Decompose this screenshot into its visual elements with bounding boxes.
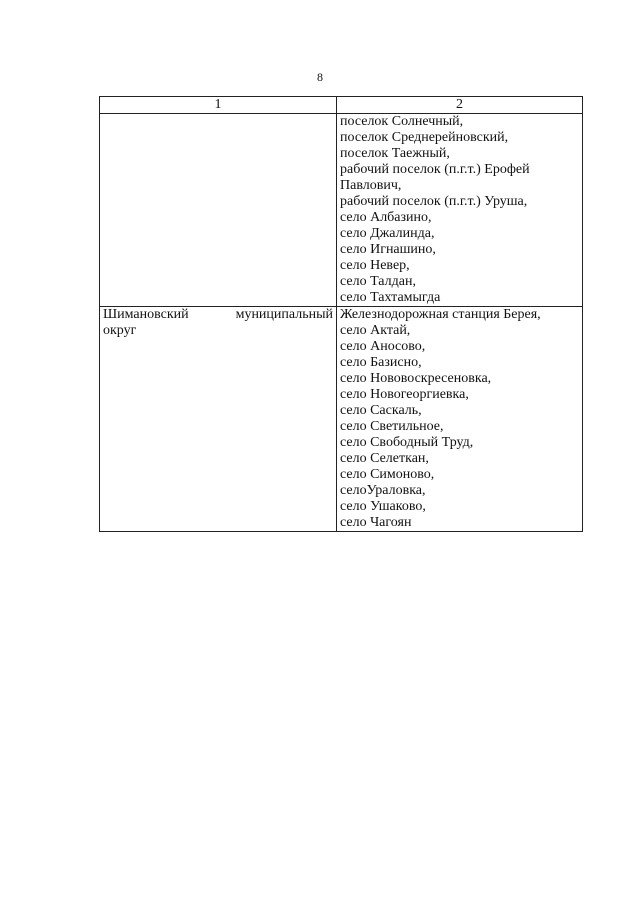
settlement-item: село Нововоскресеновка,: [340, 371, 492, 386]
settlements-table: [99, 96, 583, 532]
settlement-item: село Тахтамыгда: [340, 290, 441, 305]
settlement-item: село Симоново,: [340, 467, 435, 482]
settlement-item: село Актай,: [340, 323, 411, 338]
district-cell: [100, 114, 337, 307]
settlement-item: поселок Таежный,: [340, 146, 450, 161]
settlement-item: село Невер,: [340, 258, 410, 273]
settlement-item: рабочий поселок (п.г.т.) Ерофей: [340, 162, 530, 177]
settlement-item: село Селеткан,: [340, 451, 429, 466]
settlement-item: село Саскаль,: [340, 403, 422, 418]
table-header-row: [100, 97, 583, 114]
settlement-item: село Чагоян: [340, 515, 412, 530]
settlements-cell: [337, 114, 583, 307]
settlement-item: Железнодорожная станция Берея,: [340, 307, 541, 322]
settlement-item: село Аносово,: [340, 339, 426, 354]
settlement-item: село Светильное,: [340, 419, 444, 434]
settlement-item: поселок Солнечный,: [340, 114, 464, 129]
settlement-item: село Талдан,: [340, 274, 416, 289]
settlement-item: село Игнашино,: [340, 242, 436, 257]
settlement-item: рабочий поселок (п.г.т.) Уруша,: [340, 194, 528, 209]
district-name-continuation: округ: [103, 323, 137, 338]
district-name: [103, 307, 333, 323]
settlement-item: село Свободный Труд,: [340, 435, 474, 450]
settlement-item: село Джалинда,: [340, 226, 435, 241]
settlement-item: Павлович,: [340, 178, 402, 193]
district-name-word: Шимановский: [103, 307, 189, 322]
column-header-2: 2: [337, 97, 583, 114]
column-header-1: 1: [100, 97, 337, 114]
table-row: [100, 114, 583, 307]
settlement-item: поселок Среднерейновский,: [340, 130, 509, 145]
page-number: 8: [317, 70, 323, 84]
district-name-word: муниципальный: [235, 307, 333, 322]
settlement-item: село Базисно,: [340, 355, 422, 370]
settlement-item: село Новогеоргиевка,: [340, 387, 469, 402]
table-row: [100, 307, 583, 532]
settlement-item: село Ушаково,: [340, 499, 426, 514]
settlement-item: село Албазино,: [340, 210, 432, 225]
district-cell: [100, 307, 337, 532]
settlement-item: селоУраловка,: [340, 483, 426, 498]
settlements-cell: [337, 307, 583, 532]
